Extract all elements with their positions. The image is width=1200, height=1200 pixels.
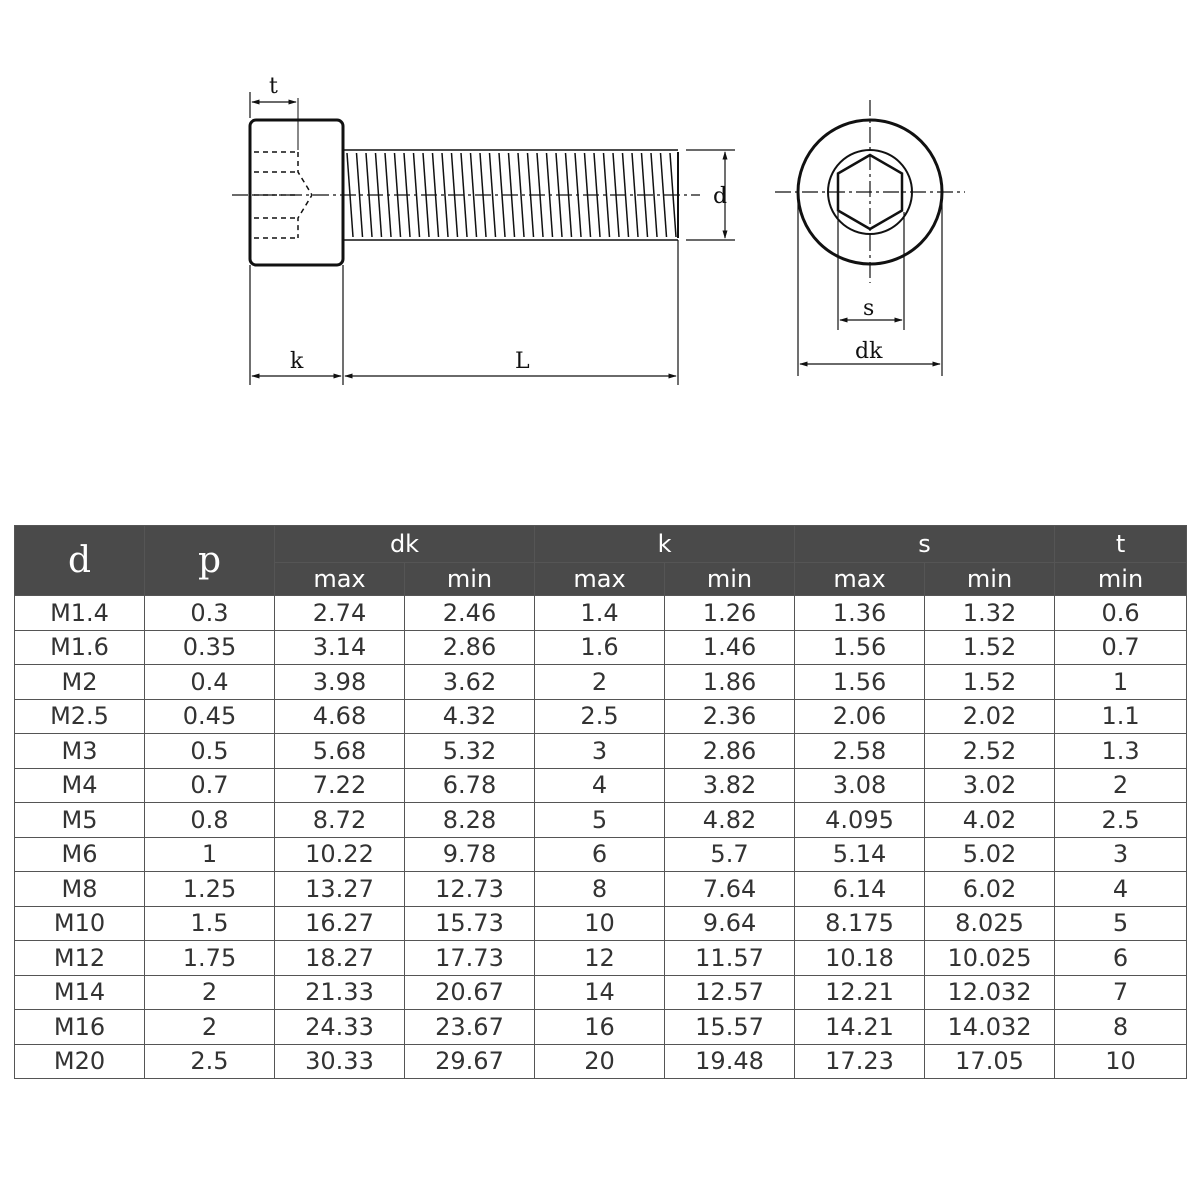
cell-k-max: 3 bbox=[535, 734, 665, 769]
cell-s-min: 1.32 bbox=[925, 596, 1055, 631]
cell-k-max: 4 bbox=[535, 768, 665, 803]
cell-dk-min: 6.78 bbox=[405, 768, 535, 803]
table-row bbox=[15, 837, 1187, 872]
cell-k-min: 15.57 bbox=[665, 1010, 795, 1045]
cell-k-min: 11.57 bbox=[665, 941, 795, 976]
label-t: t bbox=[269, 74, 278, 99]
cell-k-max: 14 bbox=[535, 975, 665, 1010]
cell-p: 0.4 bbox=[145, 665, 275, 700]
cell-s-max: 5.14 bbox=[795, 837, 925, 872]
cell-dk-max: 21.33 bbox=[275, 975, 405, 1010]
cell-s-max: 6.14 bbox=[795, 872, 925, 907]
cell-k-min: 1.46 bbox=[665, 630, 795, 665]
cell-k-max: 1.4 bbox=[535, 596, 665, 631]
cell-k-max: 10 bbox=[535, 906, 665, 941]
cell-dk-min: 2.46 bbox=[405, 596, 535, 631]
cell-dk-max: 16.27 bbox=[275, 906, 405, 941]
thread-line bbox=[575, 153, 581, 237]
cell-s-max: 1.56 bbox=[795, 665, 925, 700]
table-row bbox=[15, 768, 1187, 803]
cell-p: 1 bbox=[145, 837, 275, 872]
label-d: d bbox=[713, 184, 728, 209]
header-group-dk: dk bbox=[275, 526, 535, 563]
cell-t-min: 2.5 bbox=[1055, 803, 1187, 838]
cell-t-min: 4 bbox=[1055, 872, 1187, 907]
subheader-k-max: max bbox=[535, 563, 665, 596]
cell-k-min: 4.82 bbox=[665, 803, 795, 838]
cell-dk-max: 7.22 bbox=[275, 768, 405, 803]
cell-k-min: 7.64 bbox=[665, 872, 795, 907]
cell-dk-min: 15.73 bbox=[405, 906, 535, 941]
cell-d: M6 bbox=[15, 837, 145, 872]
cell-p: 2 bbox=[145, 1010, 275, 1045]
cell-k-max: 20 bbox=[535, 1044, 665, 1079]
cell-k-min: 1.86 bbox=[665, 665, 795, 700]
cell-k-max: 6 bbox=[535, 837, 665, 872]
cell-t-min: 3 bbox=[1055, 837, 1187, 872]
cell-d: M2.5 bbox=[15, 699, 145, 734]
cell-d: M5 bbox=[15, 803, 145, 838]
cell-p: 1.75 bbox=[145, 941, 275, 976]
label-k: k bbox=[290, 349, 304, 374]
cell-t-min: 0.6 bbox=[1055, 596, 1187, 631]
table-row bbox=[15, 630, 1187, 665]
cell-p: 1.5 bbox=[145, 906, 275, 941]
table-row bbox=[15, 975, 1187, 1010]
cell-s-min: 8.025 bbox=[925, 906, 1055, 941]
table-row bbox=[15, 665, 1187, 700]
cell-s-max: 14.21 bbox=[795, 1010, 925, 1045]
side-view bbox=[232, 92, 735, 385]
cell-t-min: 1 bbox=[1055, 665, 1187, 700]
cell-dk-min: 12.73 bbox=[405, 872, 535, 907]
subheader-dk-max: max bbox=[275, 563, 405, 596]
cell-s-min: 10.025 bbox=[925, 941, 1055, 976]
label-s: s bbox=[863, 296, 875, 321]
cell-t-min: 5 bbox=[1055, 906, 1187, 941]
cell-s-max: 1.36 bbox=[795, 596, 925, 631]
cell-s-min: 12.032 bbox=[925, 975, 1055, 1010]
cell-dk-min: 8.28 bbox=[405, 803, 535, 838]
cell-dk-min: 17.73 bbox=[405, 941, 535, 976]
cell-t-min: 0.7 bbox=[1055, 630, 1187, 665]
header-group-k: k bbox=[535, 526, 795, 563]
cell-p: 2.5 bbox=[145, 1044, 275, 1079]
cell-d: M2 bbox=[15, 665, 145, 700]
table-row bbox=[15, 803, 1187, 838]
cell-s-min: 3.02 bbox=[925, 768, 1055, 803]
table-row bbox=[15, 1010, 1187, 1045]
cell-p: 0.3 bbox=[145, 596, 275, 631]
cell-p: 0.5 bbox=[145, 734, 275, 769]
cell-k-min: 9.64 bbox=[665, 906, 795, 941]
cell-s-max: 10.18 bbox=[795, 941, 925, 976]
cell-s-max: 2.06 bbox=[795, 699, 925, 734]
cell-p: 1.25 bbox=[145, 872, 275, 907]
cell-s-min: 2.52 bbox=[925, 734, 1055, 769]
cell-dk-min: 29.67 bbox=[405, 1044, 535, 1079]
cell-p: 2 bbox=[145, 975, 275, 1010]
cell-p: 0.7 bbox=[145, 768, 275, 803]
cell-dk-max: 4.68 bbox=[275, 699, 405, 734]
cell-d: M1.4 bbox=[15, 596, 145, 631]
table-row bbox=[15, 699, 1187, 734]
screw-technical-drawing bbox=[0, 0, 1200, 470]
header-p: p bbox=[145, 526, 275, 596]
cell-s-min: 1.52 bbox=[925, 630, 1055, 665]
thread-line bbox=[385, 153, 391, 237]
cell-k-min: 3.82 bbox=[665, 768, 795, 803]
cell-d: M12 bbox=[15, 941, 145, 976]
cell-d: M3 bbox=[15, 734, 145, 769]
cell-t-min: 10 bbox=[1055, 1044, 1187, 1079]
cell-k-max: 2.5 bbox=[535, 699, 665, 734]
cell-d: M14 bbox=[15, 975, 145, 1010]
cell-dk-min: 9.78 bbox=[405, 837, 535, 872]
cell-t-min: 6 bbox=[1055, 941, 1187, 976]
cell-dk-max: 5.68 bbox=[275, 734, 405, 769]
cell-dk-max: 24.33 bbox=[275, 1010, 405, 1045]
subheader-dk-min: min bbox=[405, 563, 535, 596]
cell-dk-max: 8.72 bbox=[275, 803, 405, 838]
cell-d: M4 bbox=[15, 768, 145, 803]
cell-dk-max: 3.98 bbox=[275, 665, 405, 700]
cell-dk-max: 10.22 bbox=[275, 837, 405, 872]
cell-d: M10 bbox=[15, 906, 145, 941]
label-L: L bbox=[515, 349, 530, 374]
cell-k-max: 1.6 bbox=[535, 630, 665, 665]
cell-k-min: 5.7 bbox=[665, 837, 795, 872]
cell-dk-min: 4.32 bbox=[405, 699, 535, 734]
cell-p: 0.45 bbox=[145, 699, 275, 734]
subheader-t-min: min bbox=[1055, 563, 1187, 596]
cell-dk-max: 3.14 bbox=[275, 630, 405, 665]
cell-dk-max: 13.27 bbox=[275, 872, 405, 907]
cell-dk-min: 20.67 bbox=[405, 975, 535, 1010]
cell-t-min: 1.1 bbox=[1055, 699, 1187, 734]
cell-s-max: 3.08 bbox=[795, 768, 925, 803]
cell-dk-min: 5.32 bbox=[405, 734, 535, 769]
table-body bbox=[15, 596, 1187, 1079]
label-dk: dk bbox=[855, 339, 883, 364]
cell-d: M8 bbox=[15, 872, 145, 907]
cell-s-max: 4.095 bbox=[795, 803, 925, 838]
cell-s-min: 6.02 bbox=[925, 872, 1055, 907]
table-row bbox=[15, 734, 1187, 769]
subheader-k-min: min bbox=[665, 563, 795, 596]
cell-t-min: 2 bbox=[1055, 768, 1187, 803]
cell-k-max: 8 bbox=[535, 872, 665, 907]
cell-s-max: 17.23 bbox=[795, 1044, 925, 1079]
cell-s-min: 1.52 bbox=[925, 665, 1055, 700]
cell-k-max: 12 bbox=[535, 941, 665, 976]
cell-s-min: 17.05 bbox=[925, 1044, 1055, 1079]
cell-k-min: 1.26 bbox=[665, 596, 795, 631]
cell-k-min: 2.36 bbox=[665, 699, 795, 734]
cell-dk-max: 30.33 bbox=[275, 1044, 405, 1079]
table-row bbox=[15, 941, 1187, 976]
cell-dk-min: 23.67 bbox=[405, 1010, 535, 1045]
screw-head bbox=[250, 120, 343, 265]
cell-t-min: 7 bbox=[1055, 975, 1187, 1010]
cell-k-min: 12.57 bbox=[665, 975, 795, 1010]
cell-s-max: 1.56 bbox=[795, 630, 925, 665]
table-row bbox=[15, 596, 1187, 631]
cell-s-min: 4.02 bbox=[925, 803, 1055, 838]
dimensions-table bbox=[14, 525, 1187, 1079]
cell-p: 0.35 bbox=[145, 630, 275, 665]
cell-d: M20 bbox=[15, 1044, 145, 1079]
cell-k-min: 19.48 bbox=[665, 1044, 795, 1079]
cell-t-min: 1.3 bbox=[1055, 734, 1187, 769]
cell-s-min: 5.02 bbox=[925, 837, 1055, 872]
cell-k-max: 16 bbox=[535, 1010, 665, 1045]
header-group-s: s bbox=[795, 526, 1055, 563]
table-row bbox=[15, 906, 1187, 941]
cell-s-min: 2.02 bbox=[925, 699, 1055, 734]
cell-k-max: 5 bbox=[535, 803, 665, 838]
subheader-s-max: max bbox=[795, 563, 925, 596]
cell-d: M16 bbox=[15, 1010, 145, 1045]
cell-d: M1.6 bbox=[15, 630, 145, 665]
cell-k-max: 2 bbox=[535, 665, 665, 700]
cell-dk-min: 2.86 bbox=[405, 630, 535, 665]
table-row bbox=[15, 872, 1187, 907]
cell-t-min: 8 bbox=[1055, 1010, 1187, 1045]
cell-s-max: 8.175 bbox=[795, 906, 925, 941]
header-d: d bbox=[15, 526, 145, 596]
end-view bbox=[775, 100, 965, 376]
cell-s-max: 2.58 bbox=[795, 734, 925, 769]
cell-p: 0.8 bbox=[145, 803, 275, 838]
cell-s-max: 12.21 bbox=[795, 975, 925, 1010]
header-group-t: t bbox=[1055, 526, 1187, 563]
table-row bbox=[15, 1044, 1187, 1079]
subheader-s-min: min bbox=[925, 563, 1055, 596]
cell-s-min: 14.032 bbox=[925, 1010, 1055, 1045]
cell-k-min: 2.86 bbox=[665, 734, 795, 769]
cell-dk-max: 18.27 bbox=[275, 941, 405, 976]
cell-dk-max: 2.74 bbox=[275, 596, 405, 631]
cell-dk-min: 3.62 bbox=[405, 665, 535, 700]
